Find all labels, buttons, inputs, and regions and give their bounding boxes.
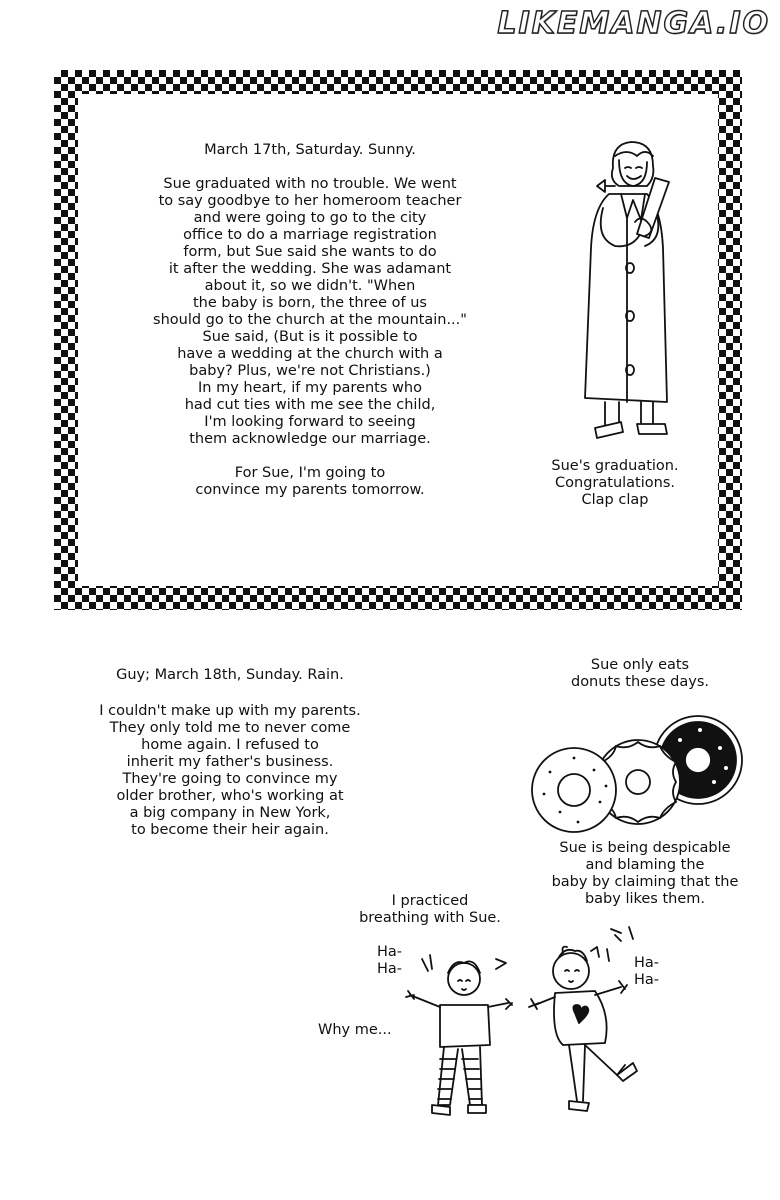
sue-graduation-illustration	[575, 138, 705, 448]
diary-entry-march-17	[100, 142, 520, 499]
sound-line: Ha-	[377, 961, 403, 977]
caption-line: breathing with Sue.	[359, 910, 501, 926]
diary-line: it after the wedding. She was adamant	[168, 261, 452, 277]
diary-line: have a wedding at the church with a	[177, 346, 443, 362]
caption-line: and blaming the	[585, 857, 705, 873]
diary-line: a big company in New York,	[129, 805, 331, 821]
why-me-caption: Why me...	[318, 1022, 392, 1038]
caption-line: Sue only eats	[590, 657, 690, 673]
caption-line: Sue is being despicable	[559, 840, 731, 856]
caption-line: Clap clap	[581, 492, 649, 508]
diary-line: them acknowledge our marriage.	[189, 431, 431, 447]
donuts-illustration	[530, 712, 750, 837]
graduation-caption	[530, 458, 700, 509]
diary-line: office to do a marriage registration	[183, 227, 437, 243]
sound-line: Ha-	[634, 972, 660, 988]
diary-line: to say goodbye to her homeroom teacher	[158, 193, 462, 209]
diary-line: I couldn't make up with my parents.	[99, 703, 361, 719]
diary-line: had cut ties with me see the child,	[184, 397, 436, 413]
diary-line: form, but Sue said she wants to do	[183, 244, 437, 260]
caption-line: I practiced	[391, 893, 469, 909]
diary-entry-march-18	[60, 703, 400, 839]
diary-closing-line: For Sue, I'm going to	[234, 465, 386, 481]
diary-line: should go to the church at the mountain..."	[153, 312, 467, 328]
diary-line: the baby is born, the three of us	[193, 295, 427, 311]
diary-line: They're going to convince my	[122, 771, 338, 787]
diary-line: about it, so we didn't. "When	[204, 278, 416, 294]
diary-line: baby? Plus, we're not Christians.)	[189, 363, 431, 379]
despicable-caption	[530, 840, 760, 908]
donut-caption	[540, 657, 740, 691]
diary-line: Sue said, (But is it possible to	[202, 329, 418, 345]
diary-line: home again. I refused to	[141, 737, 319, 753]
diary-date: March 17th, Saturday. Sunny.	[204, 142, 416, 158]
diary-date-march-18: Guy; March 18th, Sunday. Rain.	[116, 667, 344, 683]
diary-line: I'm looking forward to seeing	[204, 414, 416, 430]
breathing-caption	[340, 893, 520, 927]
diary-closing-line: convince my parents tomorrow.	[195, 482, 425, 498]
diary-line: older brother, who's working at	[116, 788, 344, 804]
diary-line: They only told me to never come	[109, 720, 351, 736]
diary-line: Sue graduated with no trouble. We went	[163, 176, 457, 192]
sound-line: Ha-	[634, 955, 660, 971]
sue-breathing-illustration	[525, 925, 655, 1115]
caption-line: baby by claiming that the	[551, 874, 739, 890]
diary-line: inherit my father's business.	[126, 754, 334, 770]
caption-line: donuts these days.	[570, 674, 710, 690]
watermark: LIKEMANGA.IO	[497, 6, 770, 41]
caption-line: Sue's graduation.	[551, 458, 679, 474]
diary-line: and were going to go to the city	[193, 210, 427, 226]
sound-line: Ha-	[377, 944, 403, 960]
caption-line: baby likes them.	[584, 891, 706, 907]
diary-line: to become their heir again.	[131, 822, 329, 838]
diary-line: In my heart, if my parents who	[198, 380, 422, 396]
guy-breathing-illustration	[400, 945, 520, 1135]
caption-line: Congratulations.	[555, 475, 675, 491]
